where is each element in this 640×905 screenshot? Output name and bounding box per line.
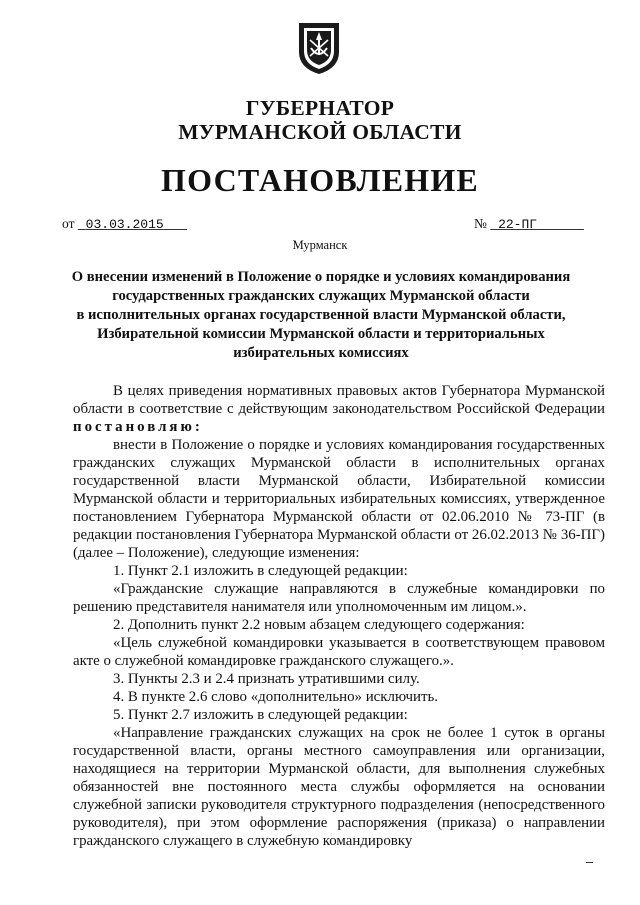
- date-prefix: от: [62, 216, 75, 231]
- date-value: 03.03.2015: [85, 217, 164, 232]
- body-paragraph: 3. Пункты 2.3 и 2.4 признать утратившими силу.: [113, 671, 420, 687]
- heading-line: государственных гражданских служащих Мурманской области: [112, 288, 530, 304]
- page-continuation-mark: [586, 862, 593, 863]
- body-paragraph: «Гражданские служащие направляются в служебные командировки по решению представителя нанимателя или уполномоченным им лицом.».: [73, 581, 605, 615]
- heading-line: в исполнительных органах государственной власти Мурманской области,: [76, 307, 566, 323]
- heading-line: Избирательной комиссии Мурманской области и территориальных: [97, 326, 545, 342]
- body-paragraph: 5. Пункт 2.7 изложить в следующей редакции:: [113, 707, 408, 723]
- body-paragraph: 2. Дополнить пункт 2.2 новым абзацем следующего содержания:: [113, 617, 525, 633]
- heading-line: О внесении изменений в Положение о порядке и условиях командирования: [71, 269, 571, 285]
- number-value: 22-ПГ: [498, 217, 538, 232]
- issuer-title: ГУБЕРНАТОР: [245, 96, 395, 120]
- document-heading: [55, 268, 587, 363]
- document-number: [474, 216, 584, 232]
- body-paragraph: В целях приведения нормативных правовых актов Губернатора Мурманской области в соответствие с действующим законодательством Российской Федерации постановляю:: [73, 383, 605, 435]
- issuer-region: МУРМАНСКОЙ ОБЛАСТИ: [178, 120, 462, 144]
- city: Мурманск: [292, 238, 348, 252]
- body-paragraph: «Направление гражданских служащих на срок не более 1 суток в органы государственной власти, органы местного самоуправления или организации, находящиеся на территории Мурманской области, для выполнения служебных обязанностей вне постоянного места службы оформляется на основании служебной записки руководителя структурного подразделения (непосредственного руководителя), при этом оформление распоряжения (приказа) о направлении гражданского служащего в служебную командировку: [73, 725, 605, 849]
- document-body: [73, 382, 605, 850]
- body-paragraph: внести в Положение о порядке и условиях командирования государственных гражданских служащих Мурманской области в исполнительных органах государственной власти Мурманской области, Избирательной комиссии Мурманской области и территориальных избирательных комиссиях, утвержденное постановлением Губернатора Мурманской области от 02.06.2010 № 73-ПГ (в редакции постановления Губернатора Мурманской области от 26.02.2013 № 36-ПГ) (далее – Положение), следующие изменения:: [73, 437, 605, 561]
- number-prefix: №: [474, 216, 487, 231]
- decree-word: постановляю:: [73, 419, 203, 435]
- body-paragraph: 1. Пункт 2.1 изложить в следующей редакции:: [113, 563, 408, 579]
- body-paragraph: 4. В пункте 2.6 слово «дополнительно» исключить.: [113, 689, 438, 705]
- document-date: [62, 216, 187, 232]
- heading-line: избирательных комиссиях: [233, 345, 409, 361]
- coat-of-arms-icon: [296, 20, 342, 76]
- body-paragraph: «Цель служебной командировки указывается в соответствующем правовом акте о служебной командировке гражданского служащего.».: [73, 635, 605, 669]
- document-type: ПОСТАНОВЛЕНИЕ: [161, 162, 479, 198]
